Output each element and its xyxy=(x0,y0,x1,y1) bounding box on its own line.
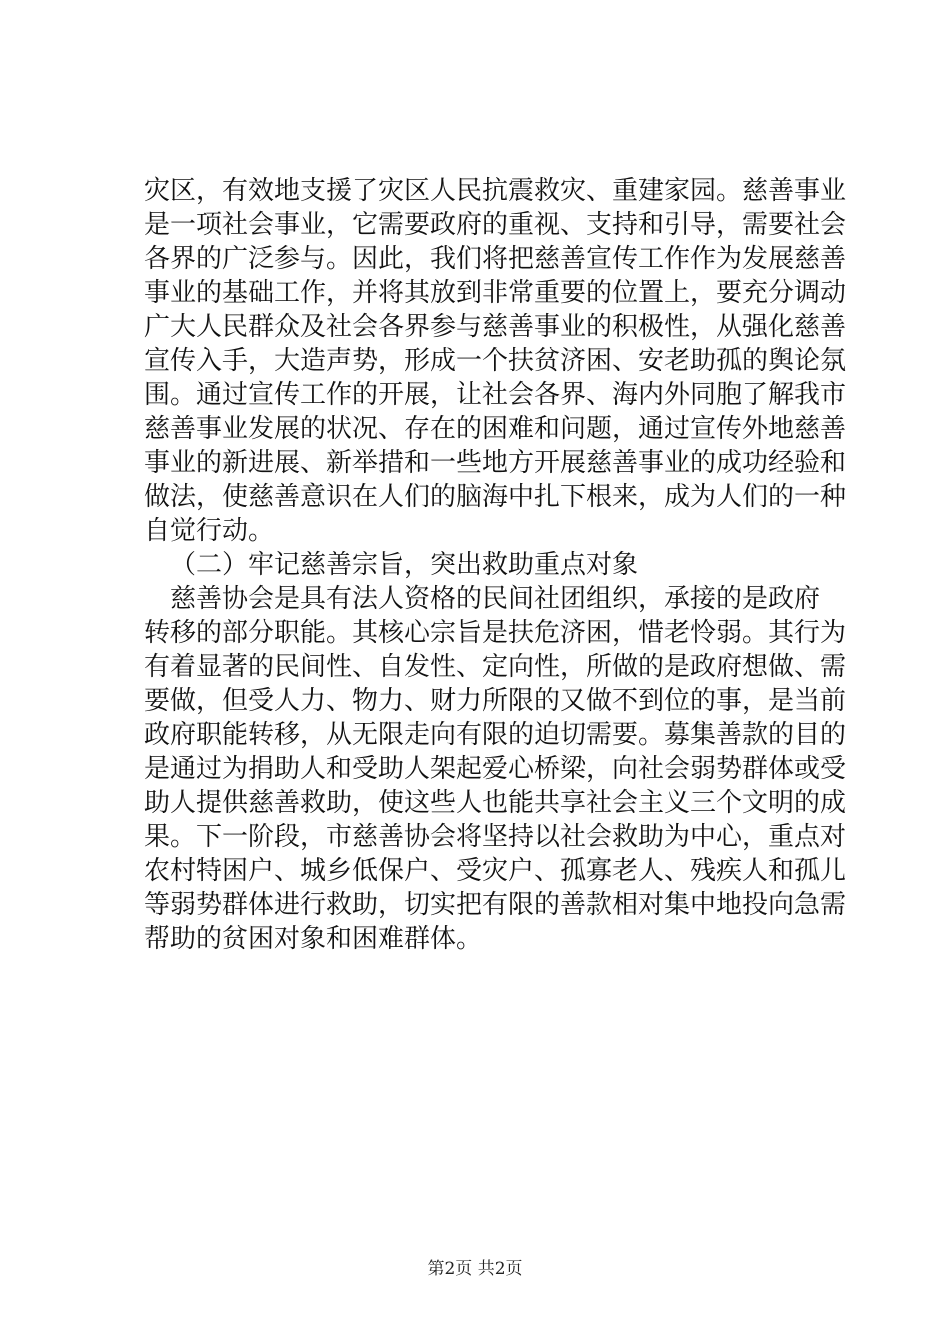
paragraph-line: 政府职能转移，从无限走向有限的迫切需要。募集善款的目的 xyxy=(144,720,847,750)
paragraph-line: 宣传入手，大造声势，形成一个扶贫济困、安老助孤的舆论氛 xyxy=(144,346,847,376)
paragraph-line: 自觉行动。 xyxy=(144,516,275,546)
paragraph-line: 助人提供慈善救助，使这些人也能共享社会主义三个文明的成 xyxy=(144,788,847,818)
paragraph-line: 围。通过宣传工作的开展，让社会各界、海内外同胞了解我市 xyxy=(144,380,847,410)
paragraph-line: 是通过为捐助人和受助人架起爱心桥梁，向社会弱势群体或受 xyxy=(144,754,847,784)
paragraph-line: 转移的部分职能。其核心宗旨是扶危济困，惜老怜弱。其行为 xyxy=(144,618,847,648)
paragraph-line: 帮助的贫困对象和困难群体。 xyxy=(144,924,483,954)
paragraph-line: 慈善协会是具有法人资格的民间社团组织，承接的是政府 xyxy=(170,584,821,614)
paragraph-line: 做法，使慈善意识在人们的脑海中扎下根来，成为人们的一种 xyxy=(144,482,847,512)
paragraph-line: 事业的新进展、新举措和一些地方开展慈善事业的成功经验和 xyxy=(144,448,847,478)
paragraph-line: 是一项社会事业，它需要政府的重视、支持和引导，需要社会 xyxy=(144,210,847,240)
paragraph-line: 慈善事业发展的状况、存在的困难和问题，通过宣传外地慈善 xyxy=(144,414,847,444)
page-number-footer: 第2页 共2页 xyxy=(427,1259,523,1279)
paragraph-line: 要做，但受人力、物力、财力所限的又做不到位的事，是当前 xyxy=(144,686,847,716)
paragraph-line: 灾区，有效地支援了灾区人民抗震救灾、重建家园。慈善事业 xyxy=(144,176,847,206)
paragraph-line: 果。下一阶段，市慈善协会将坚持以社会救助为中心，重点对 xyxy=(144,822,847,852)
document-body xyxy=(144,174,847,956)
paragraph-line: 农村特困户、城乡低保户、受灾户、孤寡老人、残疾人和孤儿 xyxy=(144,856,847,886)
paragraph-line: 事业的基础工作，并将其放到非常重要的位置上，要充分调动 xyxy=(144,278,847,308)
section-heading: （二）牢记慈善宗旨，突出救助重点对象 xyxy=(170,550,639,580)
paragraph-line: 有着显著的民间性、自发性、定向性，所做的是政府想做、需 xyxy=(144,652,847,682)
paragraph-line: 等弱势群体进行救助，切实把有限的善款相对集中地投向急需 xyxy=(144,890,847,920)
paragraph-line: 广大人民群众及社会各界参与慈善事业的积极性，从强化慈善 xyxy=(144,312,847,342)
paragraph-line: 各界的广泛参与。因此，我们将把慈善宣传工作作为发展慈善 xyxy=(144,244,847,274)
